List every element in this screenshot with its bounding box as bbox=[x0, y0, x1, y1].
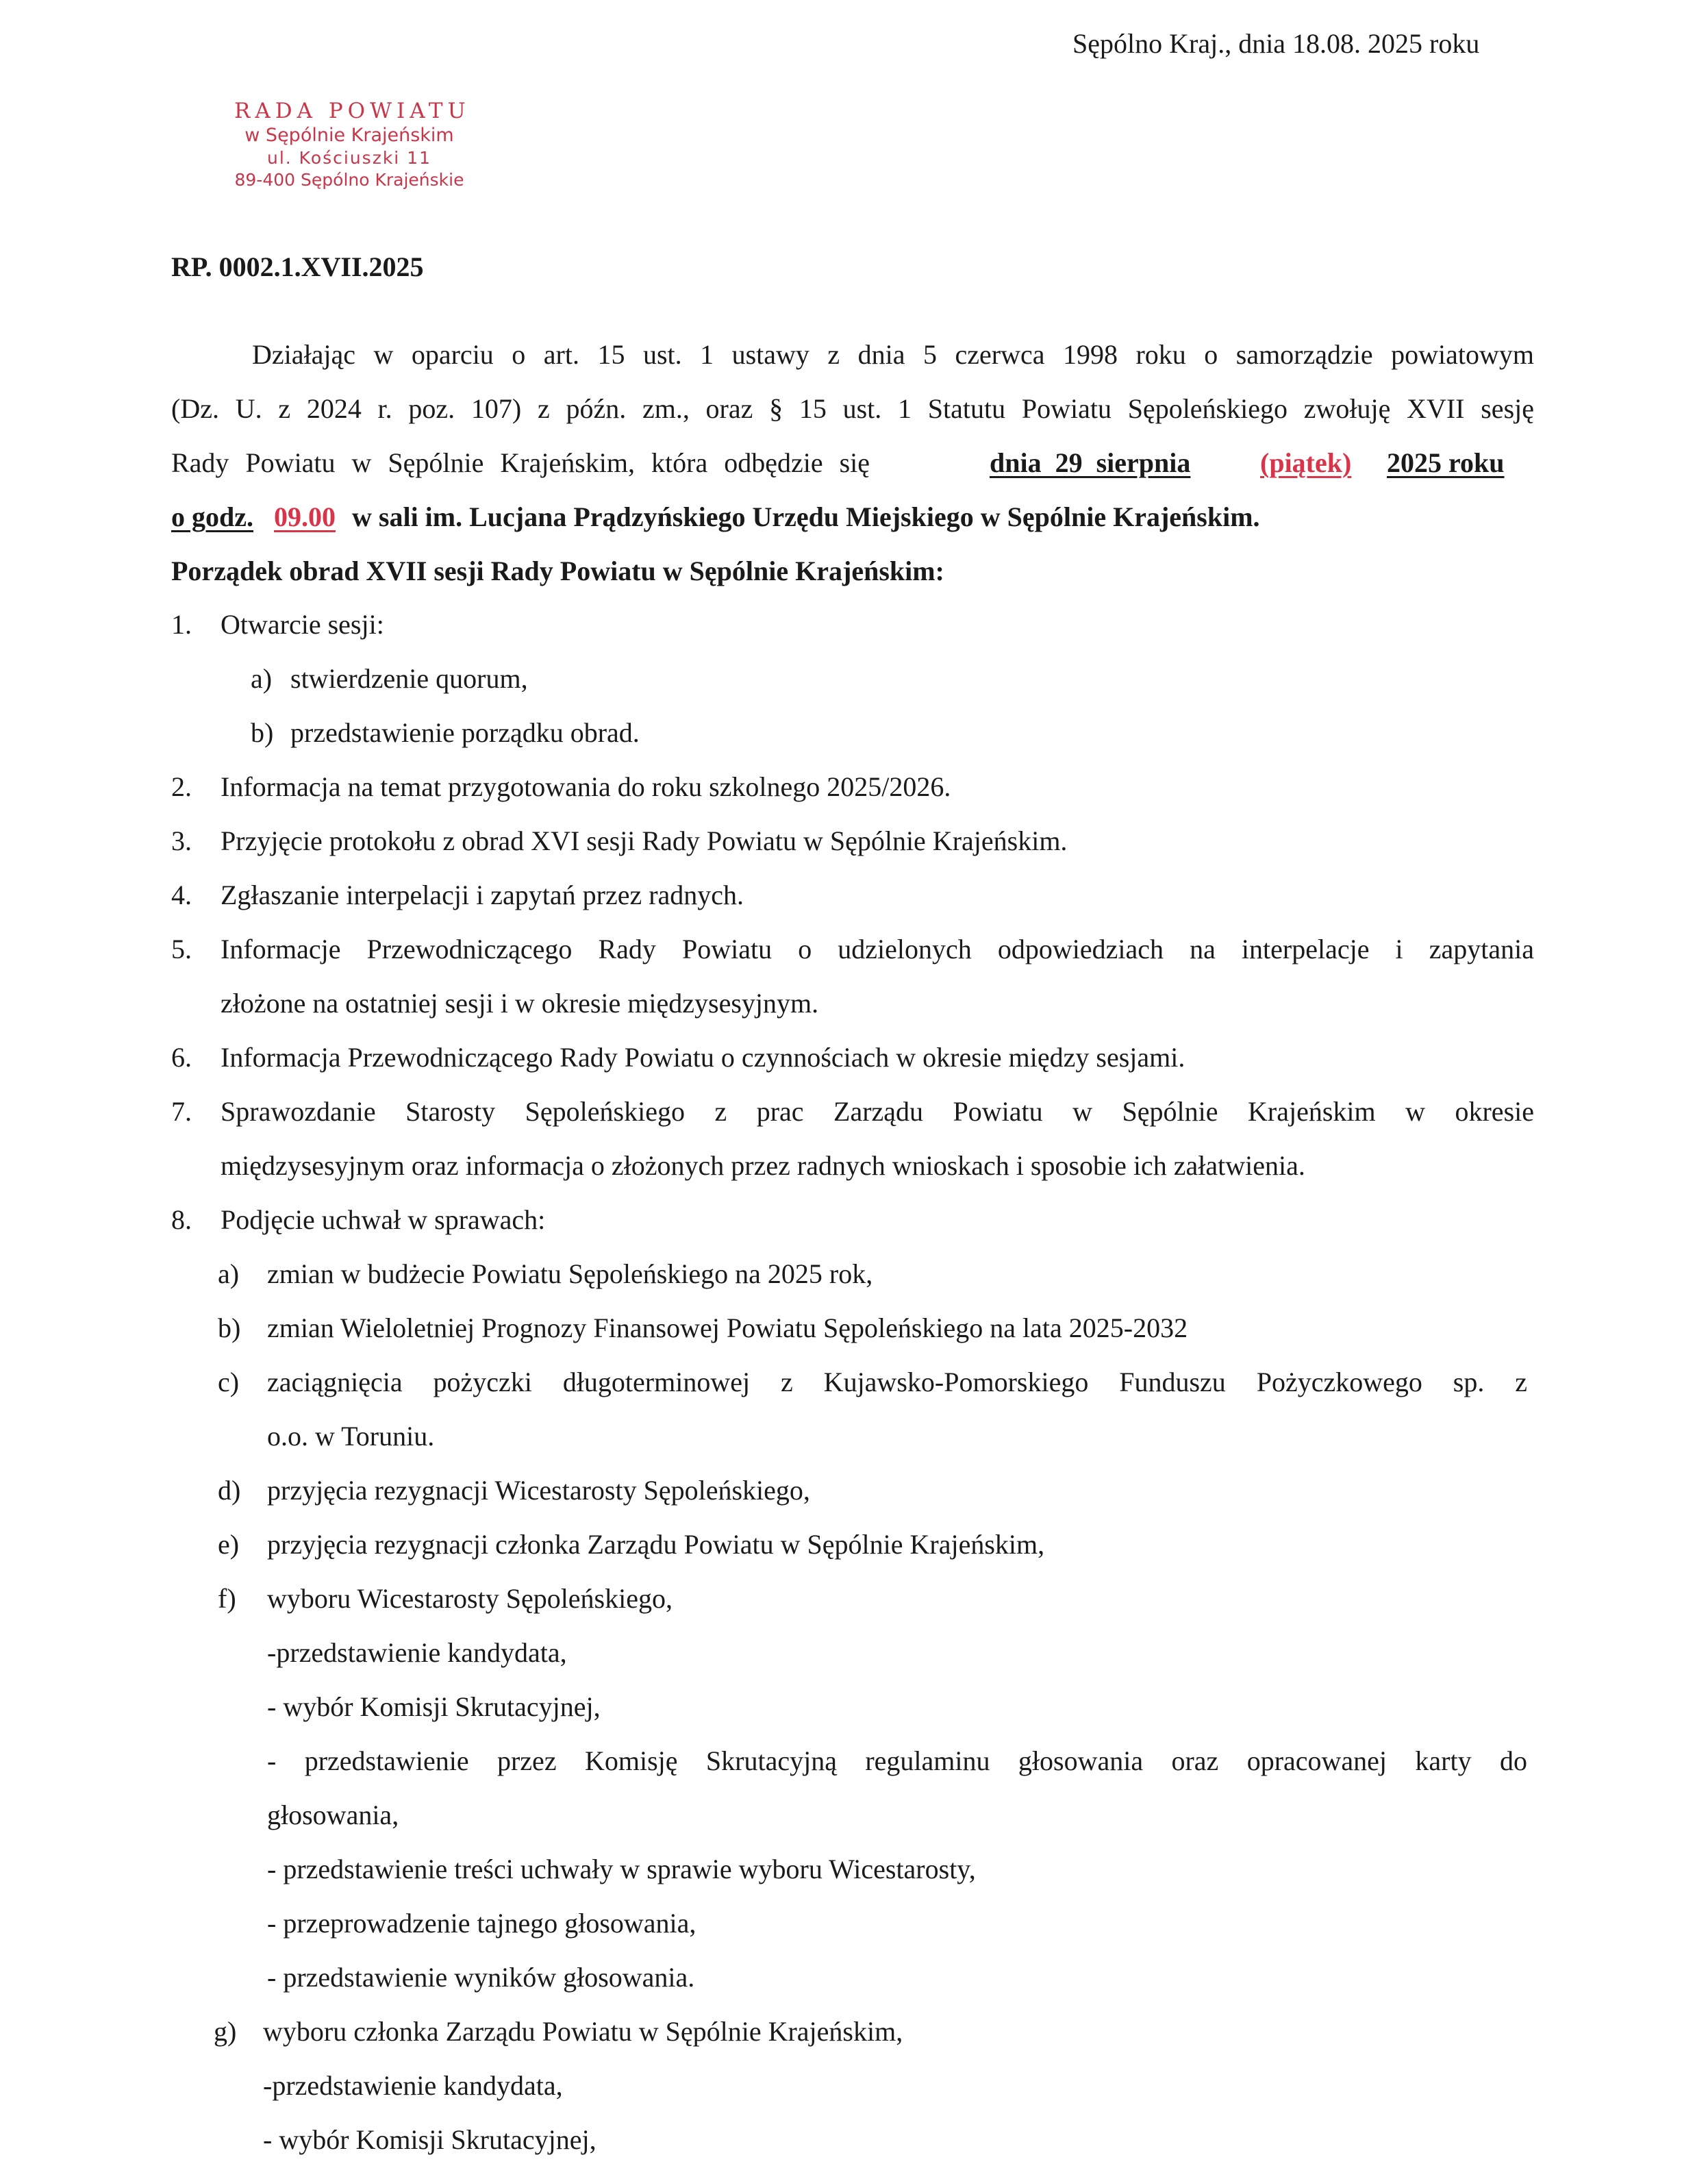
item-8g-sub-1: -przedstawienie kandydata, bbox=[263, 2070, 563, 2101]
item-2-number: 2. bbox=[171, 771, 192, 802]
session-date-day: dnia 29 sierpnia bbox=[990, 447, 1191, 478]
item-4-text: Zgłaszanie interpelacji i zapytań przez radnych. bbox=[221, 880, 744, 910]
item-8c-line-1: zaciągnięcia pożyczki długoterminowej z Kujawsko-Pomorskiego Funduszu Pożyczkowego sp. z bbox=[267, 1367, 1527, 1397]
intro-line-1: Działając w oparciu o art. 15 ust. 1 ustawy z dnia 5 czerwca 1998 roku o samorządzie powiatowym bbox=[252, 339, 1534, 370]
item-8c-line-2: o.o. w Toruniu. bbox=[267, 1421, 435, 1452]
item-1b-letter: b) bbox=[251, 717, 274, 748]
item-7-line-2: międzysesyjnym oraz informacja o złożonych przez radnych wnioskach i sposobie ich załatwienia. bbox=[221, 1150, 1305, 1181]
item-1-number: 1. bbox=[171, 609, 192, 640]
item-8-number: 8. bbox=[171, 1204, 192, 1235]
item-8b-letter: b) bbox=[218, 1312, 241, 1343]
item-3-number: 3. bbox=[171, 825, 192, 856]
item-1b-text: przedstawienie porządku obrad. bbox=[290, 717, 640, 748]
session-year: 2025 roku bbox=[1387, 447, 1505, 478]
item-6-text: Informacja Przewodniczącego Rady Powiatu o czynnościach w okresie między sesjami. bbox=[221, 1042, 1185, 1073]
item-3-text: Przyjęcie protokołu z obrad XVI sesji Rady Powiatu w Sępólnie Krajeńskim. bbox=[221, 825, 1068, 856]
stamp-line-4: 89-400 Sępólno Krajeńskie bbox=[234, 170, 464, 190]
item-8d-text: przyjęcia rezygnacji Wicestarosty Sępoleńskiego, bbox=[267, 1475, 810, 1506]
place-date: Sępólno Kraj., dnia 18.08. 2025 roku bbox=[1072, 28, 1480, 59]
item-8d-letter: d) bbox=[218, 1475, 241, 1506]
item-8g-sub-2: - wybór Komisji Skrutacyjnej, bbox=[263, 2124, 596, 2155]
intro-line-3-start: Rady Powiatu w Sępólnie Krajeńskim, która odbędzie się bbox=[171, 447, 870, 478]
item-8e-letter: e) bbox=[218, 1529, 240, 1560]
stamp-line-1: RADA POWIATU bbox=[234, 99, 470, 123]
item-2-text: Informacja na temat przygotowania do roku szkolnego 2025/2026. bbox=[221, 771, 951, 802]
council-stamp bbox=[205, 96, 493, 199]
item-8f-sub-1: -przedstawienie kandydata, bbox=[267, 1637, 567, 1668]
item-8f-sub-6: - przedstawienie wyników głosowania. bbox=[267, 1962, 695, 1993]
item-8f-sub-5: - przeprowadzenie tajnego głosowania, bbox=[267, 1908, 696, 1939]
item-6-number: 6. bbox=[171, 1042, 192, 1073]
stamp-line-2: w Sępólnie Krajeńskim bbox=[244, 125, 454, 146]
item-8f-letter: f) bbox=[218, 1583, 236, 1614]
reference-number: RP. 0002.1.XVII.2025 bbox=[171, 251, 424, 282]
item-8g-text: wyboru członka Zarządu Powiatu w Sępólnie Krajeńskim, bbox=[263, 2016, 903, 2047]
item-8e-text: przyjęcia rezygnacji członka Zarządu Powiatu w Sępólnie Krajeńskim, bbox=[267, 1529, 1045, 1560]
item-8a-letter: a) bbox=[218, 1258, 240, 1289]
intro-line-2: (Dz. U. z 2024 r. poz. 107) z późn. zm., oraz § 15 ust. 1 Statutu Powiatu Sępoleńskiego zwołuję XVII sesję bbox=[171, 393, 1534, 424]
item-7-line-1: Sprawozdanie Starosty Sępoleńskiego z prac Zarządu Powiatu w Sępólnie Krajeńskim w okresie bbox=[221, 1096, 1534, 1127]
item-8f-sub-3-line-2: głosowania, bbox=[267, 1800, 399, 1830]
stamp-line-3: ul. Kościuszki 11 bbox=[266, 148, 432, 168]
item-5-number: 5. bbox=[171, 934, 192, 964]
agenda-title: Porządek obrad XVII sesji Rady Powiatu w Sępólnie Krajeńskim: bbox=[171, 556, 944, 586]
intro-line-4 bbox=[171, 501, 1534, 534]
session-time-prefix: o godz. bbox=[171, 501, 253, 532]
item-1a-letter: a) bbox=[251, 663, 273, 694]
item-1-text: Otwarcie sesji: bbox=[221, 609, 384, 640]
item-8f-text: wyboru Wicestarosty Sępoleńskiego, bbox=[267, 1583, 673, 1614]
item-5-line-2: złożone na ostatniej sesji i w okresie międzysesyjnym. bbox=[221, 988, 819, 1019]
item-5-line-1: Informacje Przewodniczącego Rady Powiatu o udzielonych odpowiedziach na interpelacje i zapytania bbox=[221, 934, 1534, 964]
item-8f-sub-2: - wybór Komisji Skrutacyjnej, bbox=[267, 1691, 601, 1722]
intro-line-3 bbox=[171, 447, 1534, 480]
item-8g-letter: g) bbox=[214, 2016, 237, 2047]
item-8a-text: zmian w budżecie Powiatu Sępoleńskiego na 2025 rok, bbox=[267, 1258, 873, 1289]
item-4-number: 4. bbox=[171, 880, 192, 910]
session-time-value: 09.00 bbox=[274, 501, 336, 532]
item-8b-text: zmian Wieloletniej Prognozy Finansowej Powiatu Sępoleńskiego na lata 2025-2032 bbox=[267, 1312, 1188, 1343]
session-location: w sali im. Lucjana Prądzyńskiego Urzędu Miejskiego w Sępólnie Krajeńskim. bbox=[352, 501, 1260, 532]
item-8-text: Podjęcie uchwał w sprawach: bbox=[221, 1204, 546, 1235]
item-8f-sub-3-line-1: - przedstawienie przez Komisję Skrutacyjną regulaminu głosowania oraz opracowanej karty do bbox=[267, 1745, 1527, 1776]
item-8c-letter: c) bbox=[218, 1367, 240, 1397]
item-7-number: 7. bbox=[171, 1096, 192, 1127]
session-weekday: (piątek) bbox=[1260, 447, 1352, 478]
item-1a-text: stwierdzenie quorum, bbox=[290, 663, 528, 694]
item-8f-sub-4: - przedstawienie treści uchwały w sprawie wyboru Wicestarosty, bbox=[267, 1854, 976, 1884]
